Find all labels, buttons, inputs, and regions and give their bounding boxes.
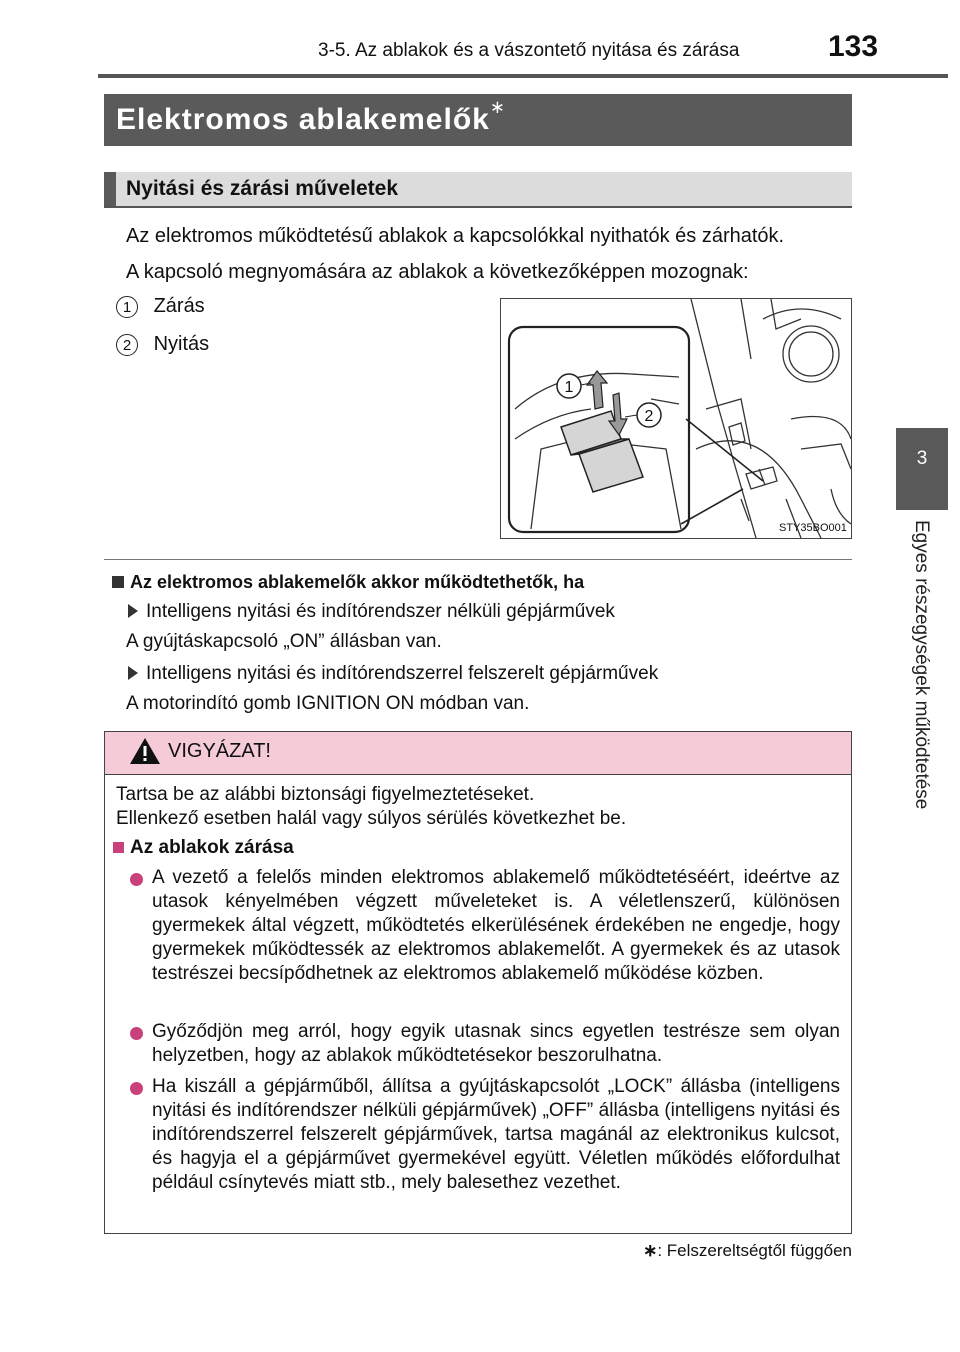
section-title <box>116 97 506 137</box>
conditions-heading <box>112 572 584 593</box>
triangle-bullet-icon <box>128 604 138 618</box>
chapter-title: 3-5. Az ablakok és a vászontető nyitása és zárása <box>318 40 740 61</box>
section-title-text: Elektromos ablakemelők <box>116 103 490 136</box>
condition-2-text: A motorindító gomb IGNITION ON módban van. <box>126 693 530 714</box>
page-number: 133 <box>828 30 879 63</box>
action-item-close <box>116 295 205 318</box>
action-number-1: 1 <box>116 296 138 318</box>
warning-bullet-dot-2 <box>130 1027 143 1045</box>
warning-bullet-3: Ha kiszáll a gépjárműből, állítsa a gyújtáskapcsolót „LOCK” állásba (intelligens nyitási és indítórendszer nélküli gépjárművek) „OFF” állásba (intelligens nyitási és indítórendszerrel felszerelt gépjárművek, tartsa magánál az elektronikus kulcsot, és hagyja el a gépjárművet gyermekével együtt. Véletlen működés előfordulhat például csínytevés miatt stb., mely balesethez vezethet. <box>152 1076 840 1193</box>
figure-code: STY35BO001 <box>779 522 847 534</box>
square-bullet-icon <box>113 842 124 853</box>
section-asterisk: ∗ <box>489 97 506 117</box>
condition-2-title <box>128 663 658 685</box>
bullet-dot-icon <box>130 1027 143 1040</box>
bullet-dot-icon <box>130 1082 143 1095</box>
footnote-text: : Felszereltségtől függően <box>657 1241 852 1260</box>
warning-intro-1: Tartsa be az alábbi biztonsági figyelmeztetéseket. <box>116 784 535 805</box>
warning-title: VIGYÁZAT! <box>168 740 271 762</box>
warning-heading <box>113 836 294 860</box>
triangle-bullet-icon <box>128 666 138 680</box>
action-label-open: Nyitás <box>153 333 210 355</box>
figure-callout-2: 2 <box>644 408 654 425</box>
condition-1-title <box>128 601 615 623</box>
window-switch-drawing <box>501 299 851 538</box>
window-switch-illustration <box>500 298 852 539</box>
warning-bullet-1: A vezető a felelős minden elektromos ablakemelő működtetéséért, ideértve az utasok kényelmében végzett műveleteket is. A véletlenszerű, különösen gyermekek által végzett, működtetés elkerülésének érdekében ne engedje, hogy gyermekek működtessék az elektromos ablakemelőt. A gyermekek és az utasok testrészei becsípődhetnek az elektromos ablakemelő működése közben. <box>152 867 840 984</box>
condition-1-text: A gyújtáskapcsoló „ON” állásban van. <box>126 631 442 652</box>
bullet-dot-icon <box>130 873 143 886</box>
warning-bullet-2: Győződjön meg arról, hogy egyik utasnak sincs egyetlen testrésze sem olyan helyzetben, hogy az ablakok működtetésekor beszorulhatna. <box>152 1021 840 1066</box>
chapter-tab-label: Egyes részegységek működtetése <box>911 520 932 810</box>
warning-bullet-dot-1 <box>130 873 143 891</box>
square-bullet-icon <box>112 576 124 588</box>
conditions-heading-text: Az elektromos ablakemelők akkor működtethetők, ha <box>130 572 585 592</box>
subsection-title: Nyitási és zárási műveletek <box>126 177 398 200</box>
footnote-mark: ∗ <box>643 1241 658 1260</box>
chapter-tab-label-container <box>895 520 947 820</box>
figure-callout-1: 1 <box>564 379 574 396</box>
intro-line-1: Az elektromos működtetésű ablakok a kapcsolókkal nyithatók és zárhatók. <box>126 225 785 247</box>
action-number-2: 2 <box>116 334 138 356</box>
chapter-tab-number: 3 <box>916 448 928 469</box>
condition-2-title-text: Intelligens nyitási és indítórendszerrel felszerelt gépjárművek <box>146 663 659 684</box>
footnote <box>643 1241 852 1261</box>
warning-intro-2: Ellenkező esetben halál vagy súlyos sérülés következhet be. <box>116 808 627 829</box>
header-rule <box>98 74 948 78</box>
action-item-open <box>116 333 209 356</box>
warning-triangle-icon <box>128 736 162 766</box>
subsection-marker <box>104 172 116 206</box>
condition-1-title-text: Intelligens nyitási és indítórendszer nélküli gépjárművek <box>146 601 615 622</box>
intro-line-2: A kapcsoló megnyomására az ablakok a következőképpen mozognak: <box>126 261 749 283</box>
warning-bullet-dot-3 <box>130 1082 143 1100</box>
section-divider <box>104 559 852 560</box>
action-label-close: Zárás <box>153 295 205 317</box>
warning-heading-text: Az ablakok zárása <box>130 837 294 858</box>
